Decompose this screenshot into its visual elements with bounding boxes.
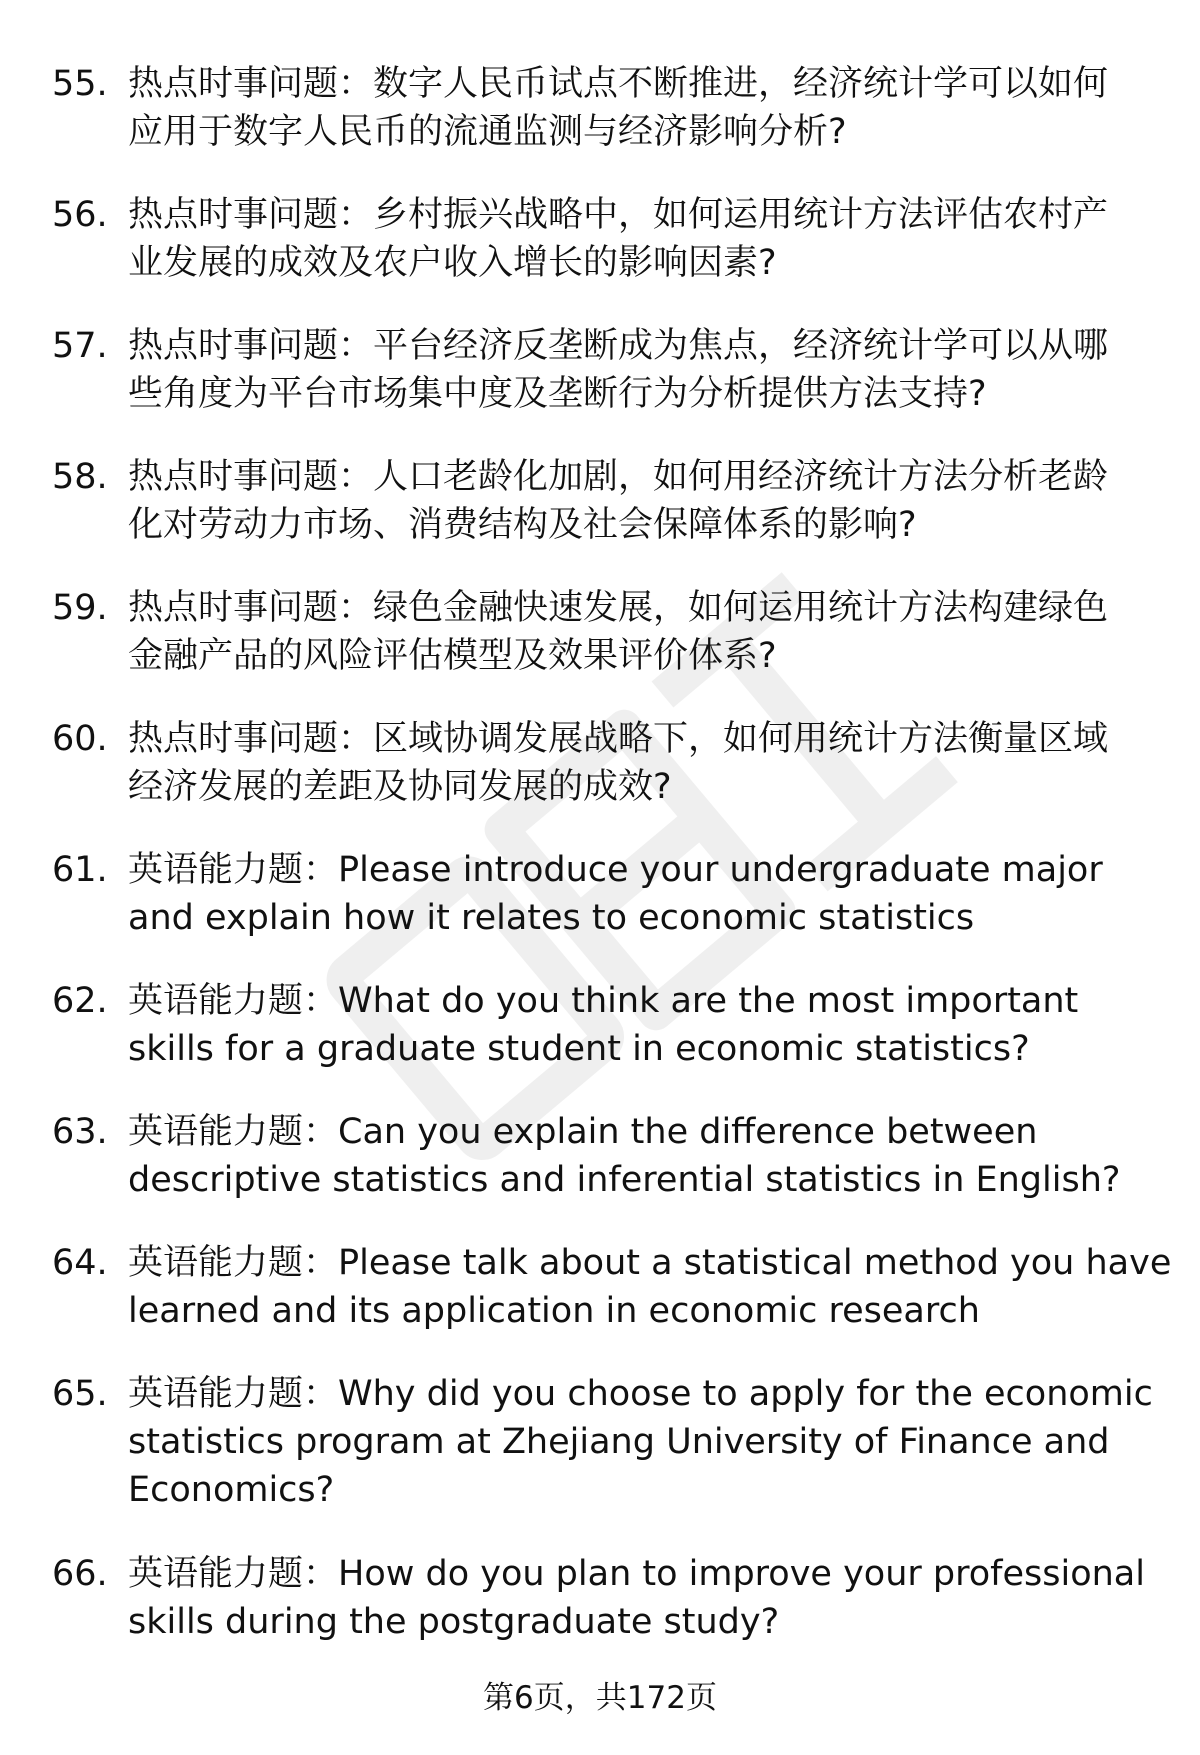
question-number: 57. [52,326,108,366]
question-line: 英语能力题：Please talk about a statistical method you have [128,1243,1172,1283]
question-number: 61. [52,850,108,890]
question-line: 热点时事问题：人口老龄化加剧，如何用经济统计方法分析老龄 [128,457,1109,497]
question-item-60 [0,715,1200,846]
question-item-59 [0,584,1200,715]
question-line: learned and its application in economic research [128,1291,980,1331]
question-line: 热点时事问题：平台经济反垄断成为焦点，经济统计学可以从哪 [128,326,1109,366]
question-text [128,846,1158,942]
question-item-58 [0,453,1200,584]
question-line: 英语能力题：What do you think are the most important [128,981,1079,1021]
question-item-62 [0,977,1200,1108]
page-footer: 第6页，共172页 [483,1680,717,1716]
question-item-56 [0,191,1200,322]
question-number: 64. [52,1243,108,1283]
question-number: 59. [52,588,108,628]
question-number: 55. [52,64,108,104]
question-text [128,1108,1158,1204]
question-item-61 [0,846,1200,977]
question-text [128,584,1158,680]
question-text [128,1550,1158,1646]
question-line: 热点时事问题：绿色金融快速发展，如何运用统计方法构建绿色 [128,588,1109,628]
question-line: 英语能力题：Why did you choose to apply for the economic [128,1374,1153,1414]
question-list [0,60,1200,1681]
question-line: statistics program at Zhejiang University of Finance and [128,1422,1110,1462]
question-line: skills for a graduate student in economic statistics? [128,1029,1030,1069]
question-line: 热点时事问题：乡村振兴战略中，如何运用统计方法评估农村产 [128,195,1109,235]
question-line: 英语能力题：Please introduce your undergraduate major [128,850,1103,890]
question-number: 56. [52,195,108,235]
question-item-55 [0,60,1200,191]
question-line: and explain how it relates to economic statistics [128,898,975,938]
question-text [128,191,1158,287]
question-line: 热点时事问题：数字人民币试点不断推进，经济统计学可以如何 [128,64,1109,104]
question-line: 应用于数字人民币的流通监测与经济影响分析? [128,112,847,152]
question-line: skills during the postgraduate study? [128,1602,780,1642]
question-number: 65. [52,1374,108,1414]
question-line: 些角度为平台市场集中度及垄断行为分析提供方法支持? [128,374,987,414]
question-text [128,322,1158,418]
question-text [128,1239,1172,1335]
question-number: 63. [52,1112,108,1152]
question-text [128,1370,1158,1514]
question-line: 金融产品的风险评估模型及效果评价体系? [128,636,777,676]
question-item-57 [0,322,1200,453]
question-line: 业发展的成效及农户收入增长的影响因素? [128,243,777,283]
question-line: Economics? [128,1470,335,1510]
question-item-66 [0,1550,1200,1681]
question-item-65 [0,1370,1200,1550]
question-line: 英语能力题：Can you explain the difference between [128,1112,1038,1152]
question-text [128,453,1158,549]
question-item-63 [0,1108,1200,1239]
question-text [128,60,1158,156]
question-item-64 [0,1239,1200,1370]
question-text [128,715,1158,811]
question-number: 62. [52,981,108,1021]
question-line: 化对劳动力市场、消费结构及社会保障体系的影响? [128,505,917,545]
question-number: 58. [52,457,108,497]
question-line: 热点时事问题：区域协调发展战略下，如何用统计方法衡量区域 [128,719,1109,759]
question-line: descriptive statistics and inferential statistics in English? [128,1160,1121,1200]
question-text [128,977,1158,1073]
question-line: 经济发展的差距及协同发展的成效? [128,767,672,807]
question-number: 66. [52,1554,108,1594]
question-line: 英语能力题：How do you plan to improve your professional [128,1554,1145,1594]
question-number: 60. [52,719,108,759]
